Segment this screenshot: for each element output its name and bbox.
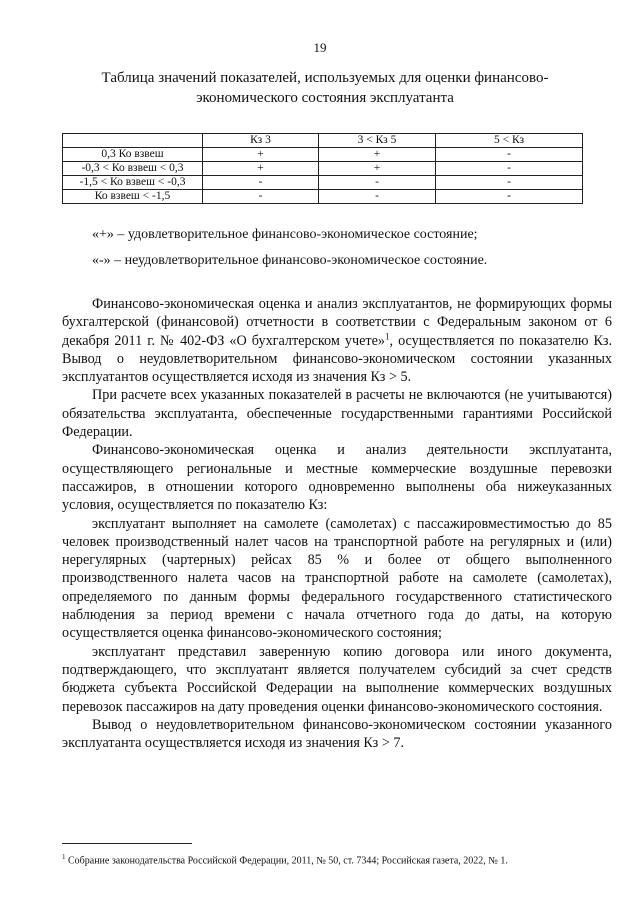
paragraph-2: При расчете всех указанных показателей в расчеты не включаются (не учитываются) обязательства эксплуатанта, обеспеченные государственными гарантиями Российской Федерации. — [62, 387, 612, 441]
table-cell: + — [203, 148, 319, 162]
footnote-mark: 1 — [62, 853, 66, 861]
body-text — [62, 295, 612, 752]
footnote-divider — [62, 843, 192, 844]
header-cell: Кз 3 — [203, 134, 319, 148]
table-cell: + — [319, 148, 436, 162]
paragraph-3: Финансово-экономическая оценка и анализ деятельности эксплуатанта, осуществляющего региональные и местные коммерческие воздушные перевозки пассажиров, в отношении которого одновременно выполнены оба нижеуказанных условия, осуществляется по показателю Кз: — [62, 442, 612, 514]
table-cell: 0,3 Ко взвеш — [63, 148, 203, 162]
table-title — [90, 68, 560, 108]
header-cell: 3 < Кз 5 — [319, 134, 436, 148]
paragraph-5: эксплуатант представил заверенную копию договора или иного документа, подтверждающего, что эксплуатант является получателем субсидий за счет средств бюджета субъекта Российской Федерации на выполнение коммерческих воздушных перевозок пассажиров на дату проведения оценки финансово-экономического состояния. — [62, 643, 612, 715]
footnote-text: Собрание законодательства Российской Федерации, 2011, № 50, ст. 7344; Российская газета, 2022, № 1. — [65, 855, 508, 867]
header-cell — [63, 134, 203, 148]
table-cell: -0,3 < Ко взвеш < 0,3 — [63, 162, 203, 176]
table-row — [63, 176, 583, 190]
table-row — [63, 162, 583, 176]
header-cell: 5 < Кз — [436, 134, 583, 148]
paragraph-1-text-b: , осуществляется по показателю Кз. Вывод о неудовлетворительном финансово-экономическом состоянии указанных эксплуатантов осуществляется исходя из значения Кз > 5. — [62, 332, 612, 386]
table-row — [63, 148, 583, 162]
table-cell: - — [203, 176, 319, 190]
table-cell: + — [319, 162, 436, 176]
page-number: 19 — [313, 40, 327, 55]
paragraph-1-text-a: Финансово-экономическая оценка и анализ эксплуатантов, не формирующих формы бухгалтерской (финансовой) отчетности в соответствии с Федеральным законом от 6 декабря 2011 г. № 402-ФЗ «О бухгалтерском учете» — [62, 296, 612, 349]
footnote — [62, 853, 602, 866]
table-cell: Ко взвеш < -1,5 — [63, 190, 203, 204]
table-cell: - — [203, 190, 319, 204]
indicator-table — [62, 133, 583, 204]
paragraph-6: Вывод о неудовлетворительном финансово-экономическом состоянии указанного эксплуатанта осуществляется исходя из значения Кз > 7. — [62, 716, 612, 752]
legend-minus: «-» – неудовлетворительное финансово-экономическое состояние. — [92, 253, 488, 268]
footnote-ref: 1 — [385, 330, 390, 341]
table-cell: - — [436, 176, 583, 190]
table-title-line-1: Таблица значений показателей, используемых для оценки финансово- — [101, 70, 549, 86]
table-cell: - — [436, 148, 583, 162]
legend-plus: «+» – удовлетворительное финансово-экономическое состояние; — [92, 227, 478, 242]
table-cell: - — [436, 190, 583, 204]
paragraph-4: эксплуатант выполняет на самолете (самолетах) с пассажировместимостью до 85 человек производственный налет часов на транспортной работе на регулярных и (или) нерегулярных (чартерных) рейсах 85 % и более от общего выполненного производственного налета часов на транспортной работе на самолете (самолетах), определяемого по данным формы федерального государственного статистического наблюдения за период времени с начала отчетного года до даты, на которую осуществляется оценка финансово-экономического состояния; — [62, 515, 612, 642]
paragraph-1 — [62, 295, 612, 386]
table-cell: - — [436, 162, 583, 176]
table-title-line-2: экономического состояния эксплуатанта — [196, 90, 454, 106]
table-row — [63, 190, 583, 204]
table-cell: -1,5 < Ко взвеш < -0,3 — [63, 176, 203, 190]
table-header-row — [63, 134, 583, 148]
table-cell: - — [319, 176, 436, 190]
table-cell: - — [319, 190, 436, 204]
table-cell: + — [203, 162, 319, 176]
